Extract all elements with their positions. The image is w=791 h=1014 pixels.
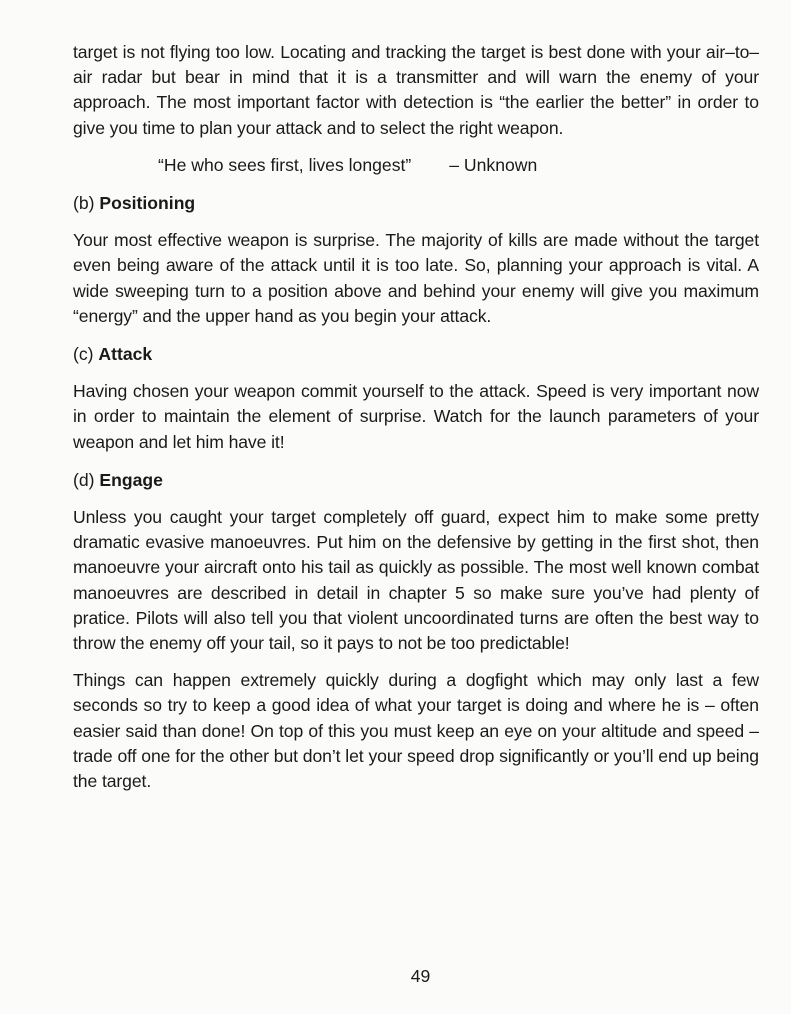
section-label: (b) bbox=[73, 193, 95, 214]
attack-paragraph: Having chosen your weapon commit yourself to the attack. Speed is very important now in order to maintain the element of surprise. Watch for the launch parameters of your weapon and let him have it! bbox=[73, 381, 759, 452]
intro-paragraph: target is not flying too low. Locating and tracking the target is best done with your air–to–air radar but bear in mind that it is a transmitter and will warn the enemy of your approach. The most important factor with detection is “the earlier the better” in order to give you time to plan your attack and to select the right weapon. bbox=[73, 42, 759, 138]
section-label: (c) bbox=[73, 344, 94, 365]
positioning-paragraph: Your most effective weapon is surprise. The majority of kills are made without the target even being aware of the attack until it is too late. So, planning your approach is vital. A wide sweeping turn to a position above and behind your enemy will give you maximum “energy” and the upper hand as you begin your attack. bbox=[73, 230, 759, 326]
quote-author: – Unknown bbox=[449, 154, 538, 175]
engage-paragraph-2: Things can happen extremely quickly during a dogfight which may only last a few seconds so try to keep a good idea of what your target is doing and where he is – often easier said than done! On top of this you must keep an eye on your altitude and speed – trade off one for the other but don’t let your speed drop significantly or you’ll end up being the target. bbox=[73, 670, 759, 792]
document-page bbox=[73, 40, 759, 794]
section-label: (d) bbox=[73, 469, 95, 490]
section-heading-engage bbox=[73, 468, 759, 493]
section-title: Attack bbox=[98, 344, 153, 365]
section-title: Engage bbox=[99, 469, 163, 490]
engage-paragraph-1: Unless you caught your target completely off guard, expect him to make some pretty dramatic evasive manoeuvres. Put him on the defensive by getting in the first shot, then manoeuvre your aircraft onto his tail as quickly as possible. The most well known combat manoeuvres are described in detail in chapter 5 so make sure you’ve had plenty of pratice. Pilots will also tell you that violent uncoordinated turns are often the best way to throw the enemy off your tail, so it pays to not be too predictable! bbox=[73, 507, 759, 654]
section-heading-attack bbox=[73, 342, 759, 367]
epigraph-quote bbox=[73, 153, 759, 178]
page-number: 49 bbox=[410, 966, 431, 986]
section-title: Positioning bbox=[99, 193, 196, 214]
quote-text: “He who sees first, lives longest” bbox=[158, 154, 412, 175]
section-heading-positioning bbox=[73, 191, 759, 216]
